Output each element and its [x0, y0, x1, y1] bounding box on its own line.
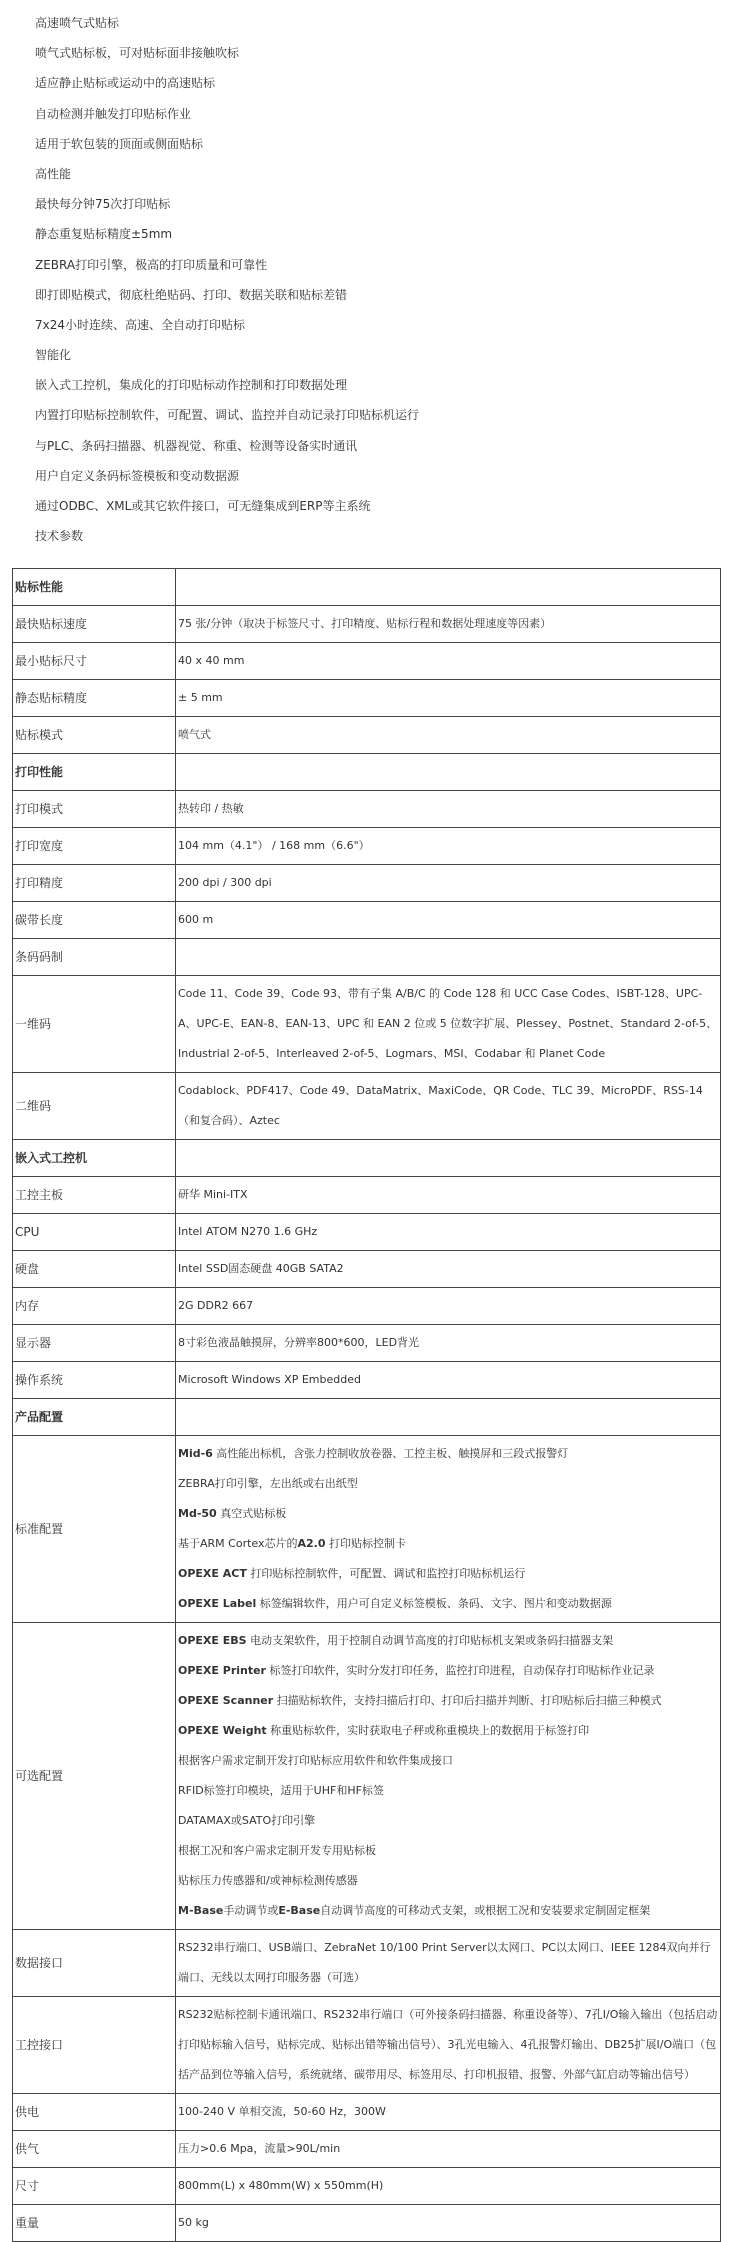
table-row: [13, 902, 721, 939]
feature-line: 7x24小时连续、高速、全自动打印贴标: [35, 317, 246, 332]
spec-key: 内存: [13, 1288, 176, 1325]
spec-value: 200 dpi / 300 dpi: [176, 865, 721, 902]
spec-key: 显示器: [13, 1325, 176, 1362]
config-line: OPEXE ACT 打印贴标控制软件，可配置、调试和监控打印贴标机运行: [178, 1567, 526, 1580]
spec-key: 打印模式: [13, 791, 176, 828]
spec-key: 重量: [13, 2205, 176, 2242]
feature-line: 通过ODBC、XML或其它软件接口，可无缝集成到ERP等主系统: [35, 499, 371, 513]
spec-key: 最小贴标尺寸: [13, 643, 176, 680]
table-row: [13, 939, 721, 976]
spec-value: 100-240 V 单相交流，50-60 Hz，300W: [176, 2094, 721, 2131]
table-row: [13, 2131, 721, 2168]
section-label: 产品配置: [13, 1399, 176, 1436]
table-row: [13, 976, 721, 1073]
spec-key: CPU: [13, 1214, 176, 1251]
table-row: [13, 2205, 721, 2242]
config-line: 根据客户需求定制开发打印贴标应用软件和软件集成接口: [178, 1754, 453, 1767]
config-line: OPEXE Scanner 扫描贴标软件，支持扫描后打印、打印后扫描并判断、打印贴标后扫描三种模式: [178, 1694, 662, 1707]
spec-value: 800mm(L) x 480mm(W) x 550mm(H): [176, 2168, 721, 2205]
table-row: [13, 1623, 721, 1930]
spec-key: 供电: [13, 2094, 176, 2131]
spec-key: 供气: [13, 2131, 176, 2168]
spec-key: 打印精度: [13, 865, 176, 902]
table-row: [13, 1288, 721, 1325]
spec-value: 研华 Mini-ITX: [176, 1177, 721, 1214]
config-line: RFID标签打印模块，适用于UHF和HF标签: [178, 1784, 384, 1797]
feature-line: 自动检测并触发打印贴标作业: [35, 106, 192, 121]
spec-value: 40 x 40 mm: [176, 643, 721, 680]
spec-value: 压力>0.6 Mpa，流量>90L/min: [176, 2131, 721, 2168]
section-row: [13, 1140, 721, 1177]
feature-line: 适用于软包装的顶面或侧面贴标: [35, 136, 204, 151]
table-row: [13, 865, 721, 902]
section-row: [13, 569, 721, 606]
spec-value: 喷气式: [176, 717, 721, 754]
table-row: [13, 680, 721, 717]
config-line: ZEBRA打印引擎，左出纸或右出纸型: [178, 1477, 358, 1490]
config-line: Mid-6 高性能出标机，含张力控制收放卷器、工控主板、触摸屏和三段式报警灯: [178, 1447, 569, 1460]
feature-line: 适应静止贴标或运动中的高速贴标: [35, 76, 216, 91]
config-line: Md-50 真空式贴标板: [178, 1507, 287, 1520]
feature-line: 内置打印贴标控制软件，可配置、调试、监控并自动记录打印贴标机运行: [35, 408, 420, 423]
table-row: [13, 1214, 721, 1251]
spec-key: 静态贴标精度: [13, 680, 176, 717]
spec-key: 工控主板: [13, 1177, 176, 1214]
feature-line: 用户自定义条码标签模板和变动数据源: [35, 468, 240, 483]
standard-config-list: [176, 1436, 721, 1623]
table-row: [13, 643, 721, 680]
spec-key: 碳带长度: [13, 902, 176, 939]
spec-value: 8寸彩色液晶触摸屏，分辨率800*600，LED背光: [176, 1325, 721, 1362]
intro-feature-list: [0, 0, 730, 551]
table-row: [13, 791, 721, 828]
feature-line: 最快每分钟75次打印贴标: [35, 197, 171, 212]
config-line: 基于ARM Cortex芯片的A2.0 打印贴标控制卡: [178, 1537, 406, 1550]
spec-value: Code 11、Code 39、Code 93、带有子集 A/B/C 的 Code 128 和 UCC Case Codes、ISBT-128、UPC-A、UPC-E、EAN-8、EAN-13、UPC 和 EAN 2 位或 5 位数字扩展、Plessey、Postnet、Standard 2-of-5、Industrial 2-of-5、Interleaved 2-of-5、Logmars、MSI、Codabar 和 Planet Code: [176, 976, 721, 1073]
table-row: [13, 606, 721, 643]
spec-table: [12, 568, 721, 2242]
table-row: [13, 828, 721, 865]
feature-line: 技术参数: [35, 529, 84, 544]
spec-value: RS232贴标控制卡通讯端口、RS232串行端口（可外接条码扫描器、称重设备等）、7孔I/O输入输出（包括启动打印贴标输入信号，贴标完成、贴标出错等输出信号）、3孔光电输入、4孔报警灯输出、DB25扩展I/O端口（包括产品到位等输入信号，系统就绪、碳带用尽、标签用尽、打印机报错、报警、外部气缸启动等输出信号）: [176, 1997, 721, 2094]
config-line: 贴标压力传感器和/或神标检测传感器: [178, 1874, 358, 1887]
spec-value: 104 mm（4.1"） / 168 mm（6.6"）: [176, 828, 721, 865]
spec-key: 最快贴标速度: [13, 606, 176, 643]
config-line: OPEXE Label 标签编辑软件，用户可自定义标签模板、条码、文字、图片和变动数据源: [178, 1597, 612, 1610]
spec-key: 贴标模式: [13, 717, 176, 754]
spec-key: 工控接口: [13, 1997, 176, 2094]
spec-value: 75 张/分钟（取决于标签尺寸、打印精度、贴标行程和数据处理速度等因素）: [176, 606, 721, 643]
section-label: 嵌入式工控机: [13, 1140, 176, 1177]
spec-value: Intel ATOM N270 1.6 GHz: [176, 1214, 721, 1251]
spec-value: Codablock、PDF417、Code 49、DataMatrix、MaxiCode、QR Code、TLC 39、MicroPDF、RSS-14（和复合码）、Aztec: [176, 1073, 721, 1140]
spec-key: 条码码制: [13, 939, 176, 976]
spec-key: 可选配置: [13, 1623, 176, 1930]
table-row: [13, 1177, 721, 1214]
table-row: [13, 1362, 721, 1399]
spec-key: 数据接口: [13, 1930, 176, 1997]
config-line: DATAMAX或SATO打印引擎: [178, 1814, 316, 1827]
feature-line: 与PLC、条码扫描器、机器视觉、称重、检测等设备实时通讯: [35, 438, 358, 453]
feature-line: ZEBRA打印引擎，极高的打印质量和可靠性: [35, 257, 268, 272]
section-label: 打印性能: [13, 754, 176, 791]
config-line: OPEXE EBS 电动支架软件，用于控制自动调节高度的打印贴标机支架或条码扫描器支架: [178, 1634, 614, 1647]
spec-key: 二维码: [13, 1073, 176, 1140]
feature-line: 静态重复贴标精度±5mm: [35, 227, 173, 242]
feature-line: 高速喷气式贴标: [35, 16, 120, 30]
config-line: M-Base手动调节或E-Base自动调节高度的可移动式支架，或根据工况和安装要求定制固定框架: [178, 1904, 651, 1917]
feature-line: 嵌入式工控机，集成化的打印贴标动作控制和打印数据处理: [35, 378, 348, 393]
table-row: [13, 1436, 721, 1623]
spec-key: 一维码: [13, 976, 176, 1073]
section-label: 贴标性能: [13, 569, 176, 606]
spec-value: Microsoft Windows XP Embedded: [176, 1362, 721, 1399]
table-row: [13, 1997, 721, 2094]
optional-config-list: [176, 1623, 721, 1930]
spec-value: 600 m: [176, 902, 721, 939]
config-line: OPEXE Printer 标签打印软件，实时分发打印任务，监控打印进程，自动保存打印贴标作业记录: [178, 1664, 655, 1677]
spec-key: 硬盘: [13, 1251, 176, 1288]
spec-value: Intel SSD固态硬盘 40GB SATA2: [176, 1251, 721, 1288]
table-row: [13, 1325, 721, 1362]
feature-line: 即打即贴模式，彻底杜绝贴码、打印、数据关联和贴标差错: [35, 287, 348, 302]
table-row: [13, 1251, 721, 1288]
feature-line: 智能化: [35, 348, 72, 363]
spec-value: 50 kg: [176, 2205, 721, 2242]
spec-value: RS232串行端口、USB端口、ZebraNet 10/100 Print Server以太网口、PC以太网口、IEEE 1284双向并行端口、无线以太网打印服务器（可选）: [176, 1930, 721, 1997]
table-row: [13, 717, 721, 754]
spec-key: 打印宽度: [13, 828, 176, 865]
spec-value: 2G DDR2 667: [176, 1288, 721, 1325]
table-row: [13, 2094, 721, 2131]
table-row: [13, 2168, 721, 2205]
feature-line: 喷气式贴标板，可对贴标面非接触吹标: [35, 46, 240, 61]
spec-key: 操作系统: [13, 1362, 176, 1399]
spec-value: ± 5 mm: [176, 680, 721, 717]
config-line: OPEXE Weight 称重贴标软件，实时获取电子秤或称重模块上的数据用于标签打印: [178, 1724, 590, 1737]
table-row: [13, 1930, 721, 1997]
spec-key: 尺寸: [13, 2168, 176, 2205]
section-row: [13, 1399, 721, 1436]
section-row: [13, 754, 721, 791]
config-line: 根据工况和客户需求定制开发专用贴标板: [178, 1844, 376, 1857]
spec-key: 标准配置: [13, 1436, 176, 1623]
feature-line: 高性能: [35, 166, 72, 181]
table-row: [13, 1073, 721, 1140]
spec-value: 热转印 / 热敏: [176, 791, 721, 828]
